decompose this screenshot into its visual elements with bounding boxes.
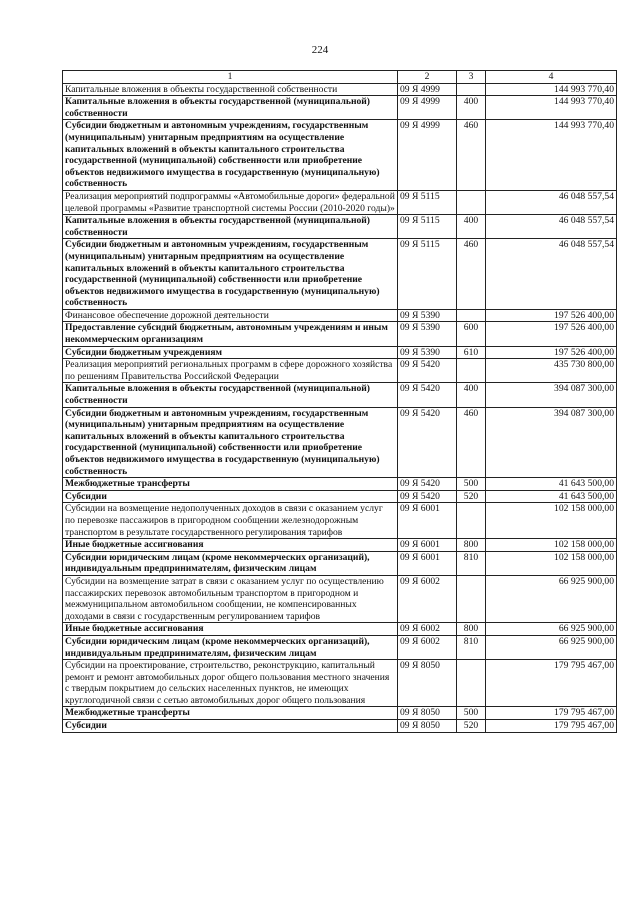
row-amount-cell: 46 048 557,54 (486, 190, 617, 214)
row-code-cell: 09 Я 4999 (398, 96, 457, 120)
budget-table (62, 70, 617, 733)
row-amount-cell: 41 643 500,00 (486, 490, 617, 503)
row-type-cell: 500 (457, 707, 486, 720)
row-amount-cell: 394 087 300,00 (486, 383, 617, 407)
row-code-cell: 09 Я 5420 (398, 478, 457, 491)
row-code-cell: 09 Я 8050 (398, 707, 457, 720)
row-amount-cell: 144 993 770,40 (486, 120, 617, 191)
row-amount-cell: 102 158 000,00 (486, 539, 617, 552)
row-type-cell: 400 (457, 215, 486, 239)
row-amount-cell: 66 925 900,00 (486, 623, 617, 636)
row-code-cell: 09 Я 5420 (398, 383, 457, 407)
row-type-cell: 800 (457, 623, 486, 636)
row-amount-cell: 46 048 557,54 (486, 215, 617, 239)
row-code-cell: 09 Я 8050 (398, 660, 457, 707)
row-name-cell: Капитальные вложения в объекты государственной собственности (63, 83, 398, 96)
row-name-cell: Субсидии юридическим лицам (кроме некоммерческих организаций), индивидуальным предпринимателям, физическим лицам (63, 635, 398, 659)
row-amount-cell: 197 526 400,00 (486, 322, 617, 346)
row-type-cell: 810 (457, 551, 486, 575)
row-code-cell: 09 Я 6002 (398, 635, 457, 659)
page-number: 224 (311, 44, 329, 56)
row-name-cell: Финансовое обеспечение дорожной деятельности (63, 309, 398, 322)
row-type-cell (457, 359, 486, 383)
row-amount-cell: 66 925 900,00 (486, 635, 617, 659)
row-code-cell: 09 Я 5115 (398, 215, 457, 239)
row-name-cell: Субсидии на проектирование, строительство, реконструкцию, капитальный ремонт и ремонт автомобильных дорог общего пользования местного значения с твердым покрытием до сельских населенных пунктов, не имеющих круглогодичной связи с сетью автомобильных дорог общего пользования (63, 660, 398, 707)
row-type-cell: 800 (457, 539, 486, 552)
row-type-cell: 400 (457, 383, 486, 407)
row-amount-cell: 179 795 467,00 (486, 707, 617, 720)
row-amount-cell: 144 993 770,40 (486, 96, 617, 120)
table-row (63, 96, 617, 120)
header-col-name: 1 (63, 71, 398, 84)
row-amount-cell: 197 526 400,00 (486, 346, 617, 359)
row-code-cell: 09 Я 5420 (398, 407, 457, 478)
row-name-cell: Субсидии бюджетным учреждениям (63, 346, 398, 359)
row-amount-cell: 179 795 467,00 (486, 660, 617, 707)
table-row (63, 551, 617, 575)
table-row (63, 309, 617, 322)
table-row (63, 346, 617, 359)
row-amount-cell: 179 795 467,00 (486, 720, 617, 733)
row-code-cell: 09 Я 5390 (398, 346, 457, 359)
row-code-cell: 09 Я 4999 (398, 83, 457, 96)
row-type-cell: 520 (457, 720, 486, 733)
row-code-cell: 09 Я 5115 (398, 190, 457, 214)
row-code-cell: 09 Я 5390 (398, 309, 457, 322)
row-amount-cell: 41 643 500,00 (486, 478, 617, 491)
row-type-cell: 500 (457, 478, 486, 491)
row-type-cell (457, 190, 486, 214)
row-code-cell: 09 Я 5390 (398, 322, 457, 346)
table-row (63, 383, 617, 407)
row-name-cell: Субсидии на возмещение затрат в связи с оказанием услуг по осуществлению пассажирских перевозок автомобильным транспортом в пригородном и межмуниципальном автомобильном сообщении, не компенсированных доходами в связи с государственным регулированием тарифов (63, 575, 398, 622)
row-type-cell: 400 (457, 96, 486, 120)
table-row (63, 215, 617, 239)
row-code-cell: 09 Я 6002 (398, 575, 457, 622)
row-name-cell: Межбюджетные трансферты (63, 478, 398, 491)
row-code-cell: 09 Я 5420 (398, 359, 457, 383)
row-name-cell: Субсидии юридическим лицам (кроме некоммерческих организаций), индивидуальным предпринимателям, физическим лицам (63, 551, 398, 575)
table-row (63, 660, 617, 707)
table-row (63, 322, 617, 346)
table-row (63, 503, 617, 539)
table-row (63, 239, 617, 310)
row-name-cell: Субсидии бюджетным и автономным учреждениям, государственным (муниципальным) унитарным предприятиям на осуществление капитальных вложений в объекты капитального строительства государственной (муниципальной) собственности или приобретение объектов недвижимого имущества в государственную (муниципальную) собственность (63, 239, 398, 310)
table-row (63, 623, 617, 636)
table-row (63, 120, 617, 191)
row-code-cell: 09 Я 6001 (398, 551, 457, 575)
row-name-cell: Субсидии бюджетным и автономным учреждениям, государственным (муниципальным) унитарным предприятиям на осуществление капитальных вложений в объекты капитального строительства государственной (муниципальной) собственности или приобретение объектов недвижимого имущества в государственную (муниципальную) собственность (63, 120, 398, 191)
row-type-cell (457, 660, 486, 707)
row-type-cell (457, 503, 486, 539)
row-type-cell (457, 83, 486, 96)
row-amount-cell: 144 993 770,40 (486, 83, 617, 96)
row-type-cell: 520 (457, 490, 486, 503)
row-name-cell: Межбюджетные трансферты (63, 707, 398, 720)
row-amount-cell: 102 158 000,00 (486, 503, 617, 539)
header-col-type: 3 (457, 71, 486, 84)
row-amount-cell: 66 925 900,00 (486, 575, 617, 622)
row-amount-cell: 102 158 000,00 (486, 551, 617, 575)
table-row (63, 490, 617, 503)
table-header-row (63, 71, 617, 84)
row-code-cell: 09 Я 6001 (398, 539, 457, 552)
row-name-cell: Капитальные вложения в объекты государственной (муниципальной) собственности (63, 383, 398, 407)
row-name-cell: Иные бюджетные ассигнования (63, 623, 398, 636)
row-amount-cell: 435 730 800,00 (486, 359, 617, 383)
row-name-cell: Предоставление субсидий бюджетным, автономным учреждениям и иным некоммерческим организациям (63, 322, 398, 346)
row-name-cell: Субсидии (63, 720, 398, 733)
table-row (63, 83, 617, 96)
row-type-cell: 460 (457, 120, 486, 191)
row-name-cell: Иные бюджетные ассигнования (63, 539, 398, 552)
row-amount-cell: 394 087 300,00 (486, 407, 617, 478)
table-row (63, 407, 617, 478)
row-code-cell: 09 Я 5420 (398, 490, 457, 503)
row-type-cell (457, 309, 486, 322)
table-row (63, 539, 617, 552)
table-row (63, 575, 617, 622)
row-name-cell: Субсидии на возмещение недополученных доходов в связи с оказанием услуг по перевозке пассажиров в пригородном сообщении железнодорожным транспортом в результате государственного регулирования тарифов (63, 503, 398, 539)
row-amount-cell: 46 048 557,54 (486, 239, 617, 310)
row-name-cell: Капитальные вложения в объекты государственной (муниципальной) собственности (63, 96, 398, 120)
table-row (63, 635, 617, 659)
row-name-cell: Реализация мероприятий подпрограммы «Автомобильные дороги» федеральной целевой программы «Развитие транспортной системы России (2010-2020 годы)» (63, 190, 398, 214)
table-row (63, 720, 617, 733)
row-type-cell: 600 (457, 322, 486, 346)
table-row (63, 359, 617, 383)
row-type-cell: 610 (457, 346, 486, 359)
row-code-cell: 09 Я 6002 (398, 623, 457, 636)
row-type-cell: 460 (457, 407, 486, 478)
header-col-code: 2 (398, 71, 457, 84)
row-code-cell: 09 Я 8050 (398, 720, 457, 733)
table-row (63, 707, 617, 720)
row-name-cell: Реализация мероприятий региональных программ в сфере дорожного хозяйства по решениям Правительства Российской Федерации (63, 359, 398, 383)
row-code-cell: 09 Я 4999 (398, 120, 457, 191)
row-code-cell: 09 Я 6001 (398, 503, 457, 539)
table-row (63, 478, 617, 491)
row-amount-cell: 197 526 400,00 (486, 309, 617, 322)
row-name-cell: Субсидии бюджетным и автономным учреждениям, государственным (муниципальным) унитарным предприятиям на осуществление капитальных вложений в объекты капитального строительства государственной (муниципальной) собственности или приобретение объектов недвижимого имущества в государственную (муниципальную) собственность (63, 407, 398, 478)
row-type-cell: 810 (457, 635, 486, 659)
row-type-cell (457, 575, 486, 622)
header-col-amount: 4 (486, 71, 617, 84)
row-name-cell: Капитальные вложения в объекты государственной (муниципальной) собственности (63, 215, 398, 239)
row-type-cell: 460 (457, 239, 486, 310)
table-row (63, 190, 617, 214)
row-name-cell: Субсидии (63, 490, 398, 503)
row-code-cell: 09 Я 5115 (398, 239, 457, 310)
